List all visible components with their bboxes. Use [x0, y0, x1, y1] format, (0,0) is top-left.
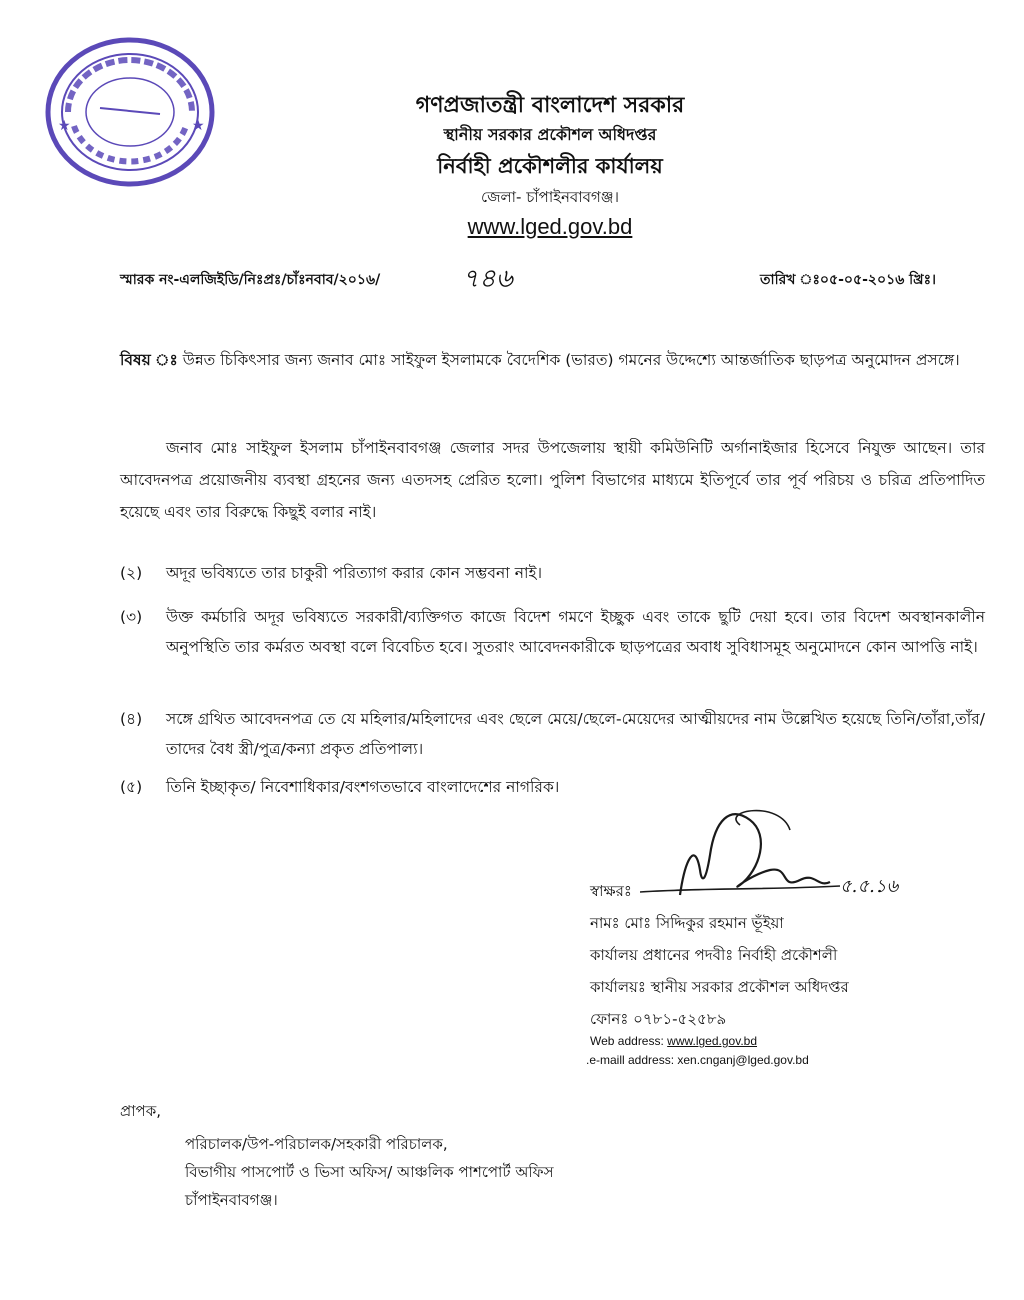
list-item: [120, 558, 985, 588]
office-seal: [38, 30, 223, 195]
svg-text:★: ★: [192, 118, 205, 134]
signatory-name: নামঃ মোঃ সিদ্দিকুর রহমান ভূঁইয়া: [590, 914, 784, 932]
signatory-designation: কার্যালয় প্রধানের পদবীঃ নির্বাহী প্রকৌশলী: [590, 946, 838, 964]
subject-text: উন্নত চিকিৎসার জন্য জনাব মোঃ সাইফুল ইসলামকে বৈদেশিক (ভারত) গমনের উদ্দেশ্যে আন্তর্জাতিক ছাড়পত্র অনুমোদন প্রসঙ্গে।: [182, 351, 960, 369]
item-text: অদূর ভবিষ্যতে তার চাকুরী পরিত্যাগ করার কোন সম্ভবনা নাই।: [166, 564, 543, 582]
subject-label: বিষয় ঃ: [120, 351, 178, 369]
handwritten-signature: [640, 800, 930, 910]
office-name: নির্বাহী প্রকৌশলীর কার্যালয়: [437, 154, 663, 178]
item-number: (২): [120, 564, 143, 582]
item-number: (৪): [120, 710, 143, 728]
seal-graphic: [38, 30, 223, 195]
letter-date: তারিখ ঃ০৫-০৫-২০১৬ খ্রিঃ।: [760, 272, 937, 288]
body-paragraph: জনাব মোঃ সাইফুল ইসলাম চাঁপাইনবাবগঞ্জ জেলার সদর উপজেলায় স্থায়ী কমিউনিটি অর্গানাইজার হিসেবে নিযুক্ত আছেন। তার আবেদনপত্র প্রয়োজনীয় ব্যবস্থা গ্রহনের জন্য এতদসহ প্রেরিত হলো। পুলিশ বিভাগের মাধ্যমে ইতিপূর্বে তার পূর্ব পরিচয় ও চরিত্র প্রতিপাদিত হয়েছে এবং তার বিরুদ্ধে কিছুই বলার নাই।: [120, 439, 985, 521]
email-address-line: [586, 1053, 809, 1067]
email-address-link[interactable]: xen.cnganj@lged.gov.bd: [677, 1053, 809, 1067]
list-item: [120, 602, 985, 662]
web-address-line: [590, 1034, 757, 1048]
list-item: [120, 772, 985, 802]
signatory-phone: ফোনঃ ০৭৮১-৫২৫৮৯: [590, 1010, 727, 1028]
web-address-label: Web address:: [590, 1034, 664, 1048]
recipient-line-2: বিভাগীয় পাসপোর্ট ও ভিসা অফিস/ আঞ্চলিক পাশপোর্ট অফিস: [185, 1163, 554, 1181]
recipient-line-1: পরিচালক/উপ-পরিচালক/সহকারী পরিচালক,: [185, 1135, 448, 1153]
email-address-label: .e-maill address:: [586, 1053, 675, 1067]
signatory-office: কার্যালয়ঃ স্থানীয় সরকার প্রকৌশল অধিদপ্তর: [590, 978, 849, 996]
list-item: [120, 704, 985, 764]
signature-date-handwritten: ৫.৫.১৬: [840, 876, 899, 897]
subject-line: [120, 346, 985, 375]
government-name: গণপ্রজাতন্ত্রী বাংলাদেশ সরকার: [415, 93, 685, 118]
item-text: উক্ত কর্মচারি অদূর ভবিষ্যতে সরকারী/ব্যক্তিগত কাজে বিদেশ গমণে ইচ্ছুক এবং তাকে ছুটি দেয়া হবে। তার বিদেশ অবস্থানকালীন অনুপস্থিতি তার কর্মরত অবস্থা বলে বিবেচিত হবে। সুতরাং আবেদনকারীকে ছাড়পত্রের অবাধ সুবিধাসমূহ অনুমোদনে কোন আপত্তি নাই।: [166, 608, 985, 656]
item-number: (৩): [120, 608, 143, 626]
recipient-line-3: চাঁপাইনবাবগঞ্জ।: [185, 1191, 278, 1209]
recipient-label: প্রাপক,: [120, 1102, 161, 1120]
district-name: জেলা- চাঁপাইনবাবগঞ্জ।: [480, 188, 619, 206]
item-text: তিনি ইচ্ছাকৃত/ নিবেশাধিকার/বংশগতভাবে বাংলাদেশের নাগরিক।: [166, 778, 560, 796]
memo-number-label: স্মারক নং-এলজিইডি/নিঃপ্রঃ/চাঁঃনবাব/২০১৬/: [120, 272, 381, 288]
department-name: স্থানীয় সরকার প্রকৌশল অধিদপ্তর: [443, 125, 657, 144]
item-number: (৫): [120, 778, 143, 796]
header-website-link[interactable]: www.lged.gov.bd: [467, 214, 633, 239]
memo-number-handwritten: ৭৪৬: [462, 264, 513, 294]
web-address-link[interactable]: www.lged.gov.bd: [667, 1034, 758, 1048]
svg-text:★: ★: [58, 118, 71, 134]
signature-label: স্বাক্ষরঃ: [590, 882, 632, 900]
item-text: সঙ্গে গ্রথিত আবেদনপত্র তে যে মহিলার/মহিলাদের এবং ছেলে মেয়ে/ছেলে-মেয়েদের আত্মীয়দের নাম উল্লেখিত হয়েছে তিনি/তাঁরা,তাঁর/তাদের বৈধ স্ত্রী/পুত্র/কন্যা প্রকৃত প্রতিপাল্য।: [166, 710, 985, 758]
